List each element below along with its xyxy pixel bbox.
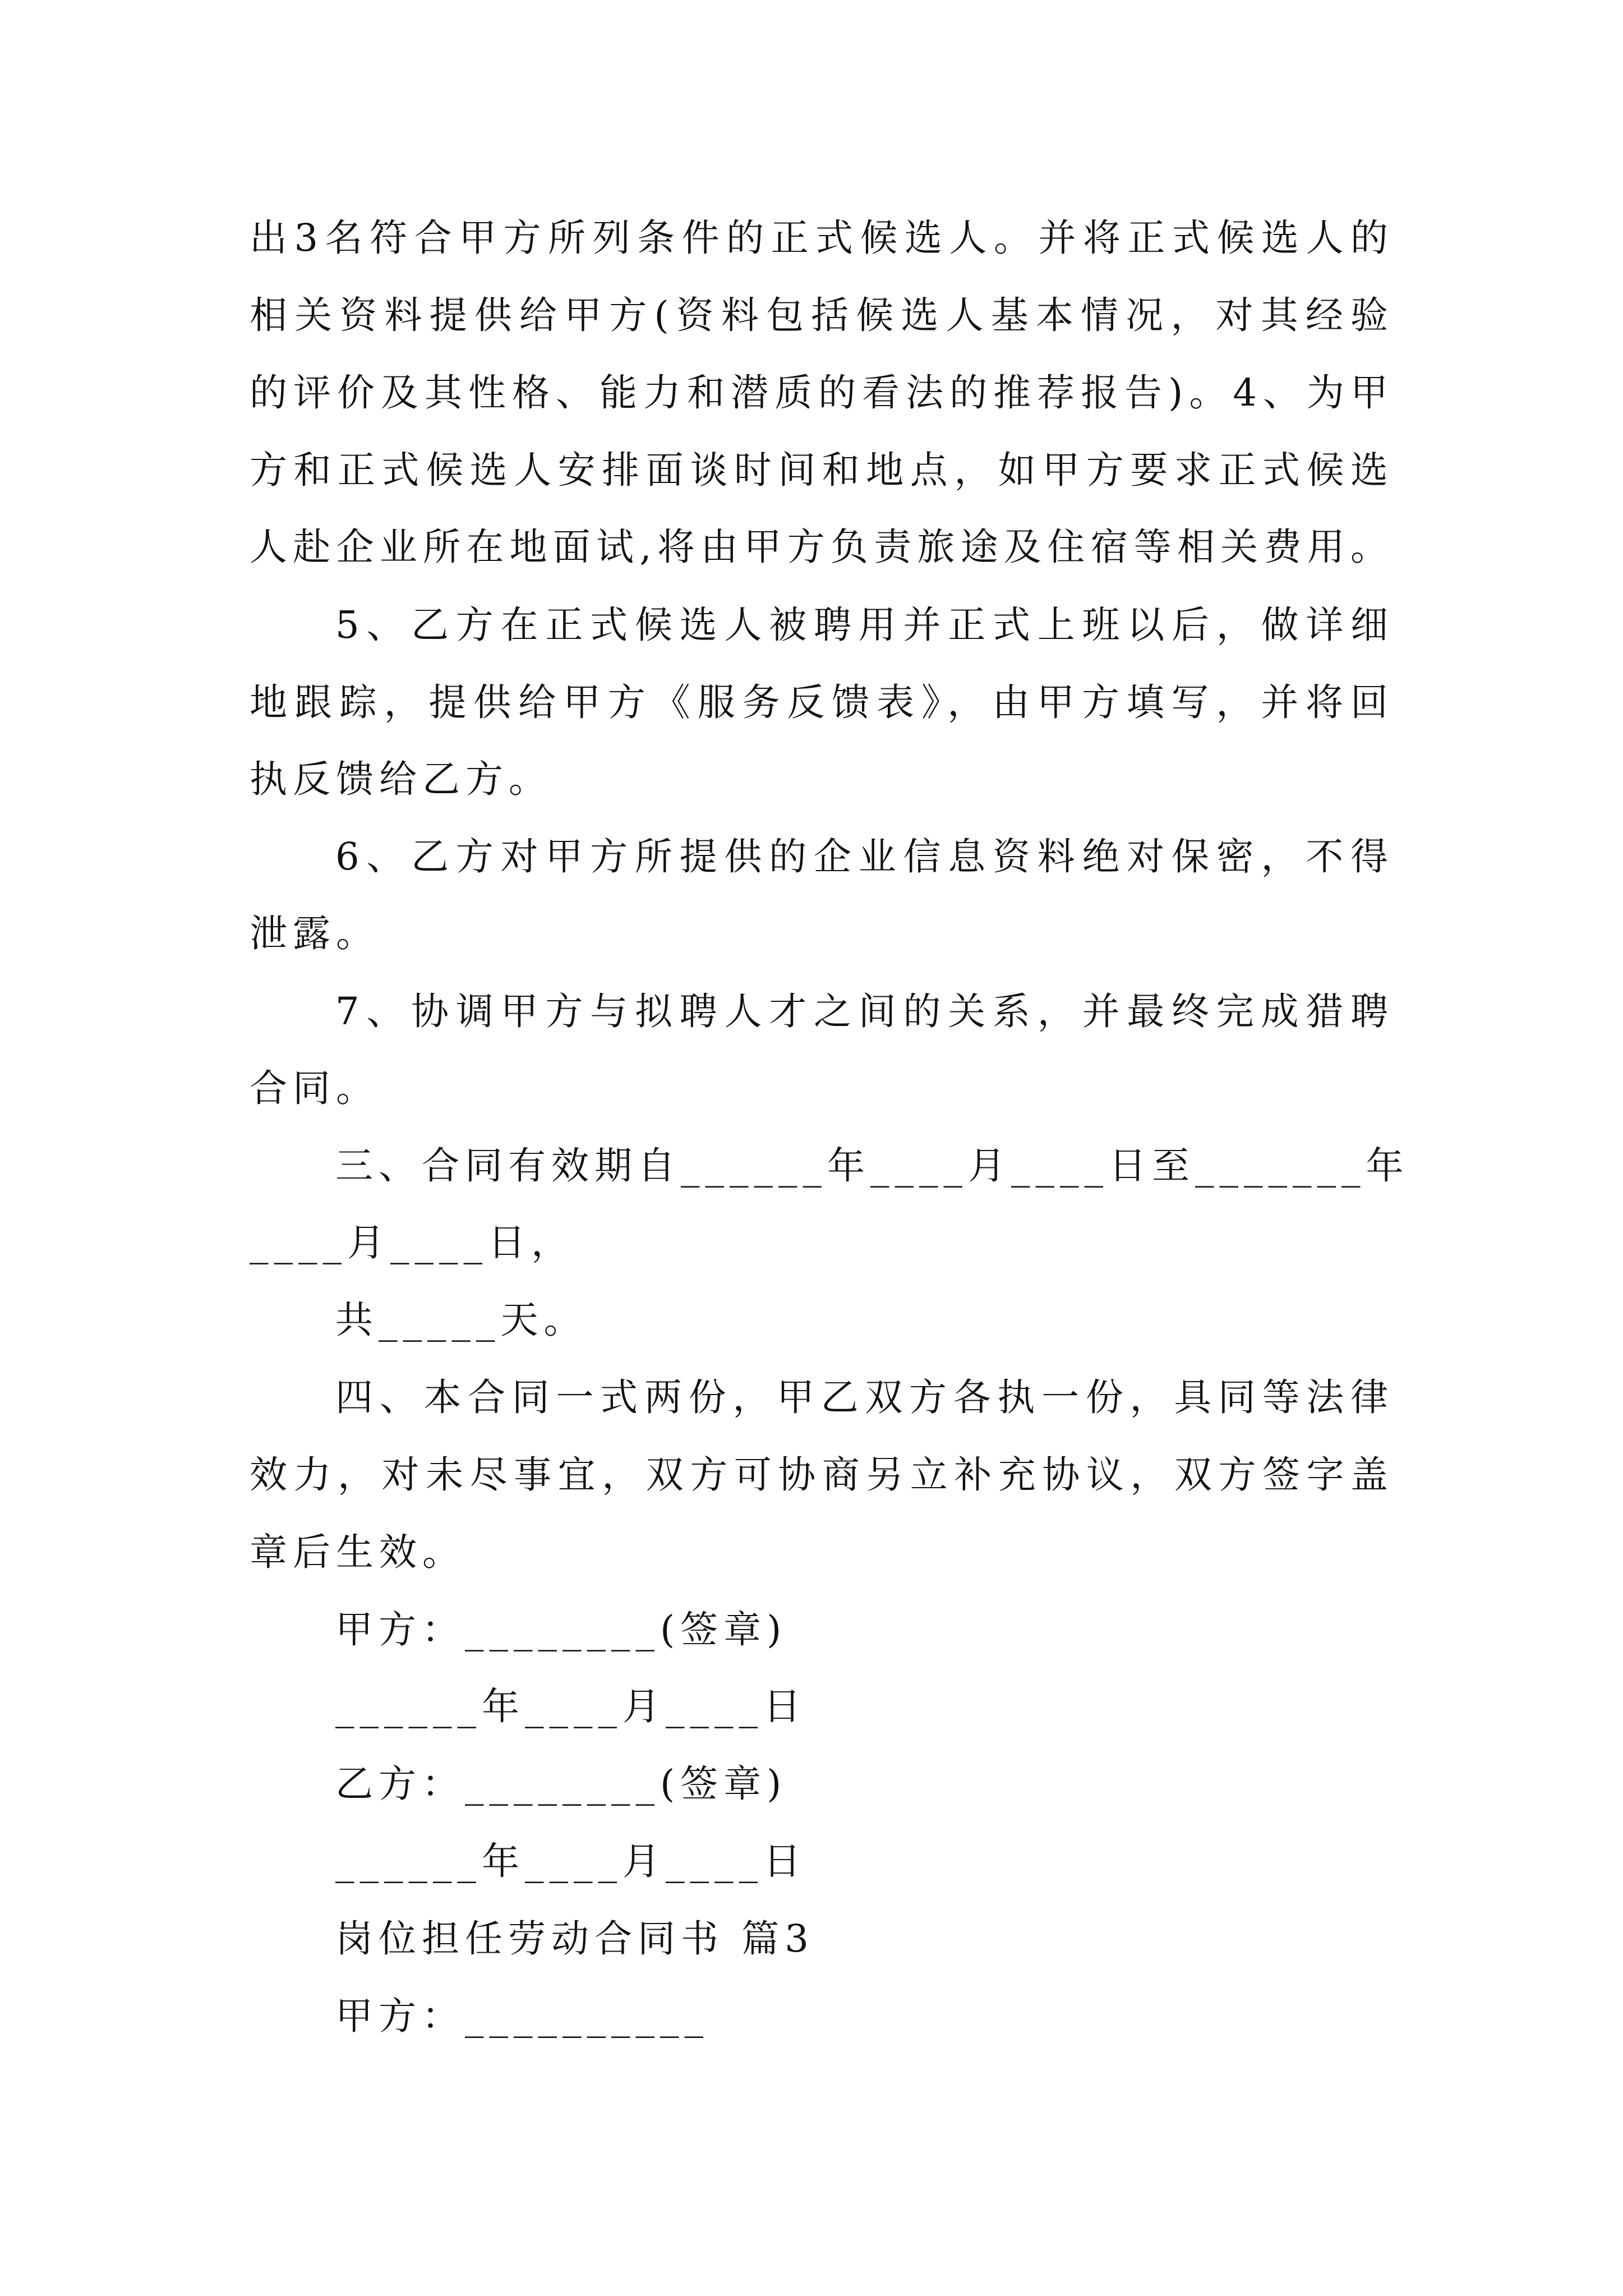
party-a-field: 甲方：__________ xyxy=(335,1994,709,2038)
text-line: 执反馈给乙方。 xyxy=(250,757,552,801)
paragraph-first-line: 5、乙方在正式候选人被聘用并正式上班以后，做详细 xyxy=(335,603,1394,647)
paragraph-first-line: 7、协调甲方与拟聘人才之间的关系，并最终完成猎聘 xyxy=(335,990,1394,1033)
contract-period-line: 三、合同有效期自______年____月____日至_______年 xyxy=(335,1144,1409,1188)
paragraph-first-line: 6、乙方对甲方所提供的企业信息资料绝对保密，不得 xyxy=(335,835,1394,878)
text-line: 的评价及其性格、能力和潜质的看法的推荐报告)。4、为甲 xyxy=(250,371,1394,415)
party-a-date: ______年____月____日 xyxy=(335,1685,806,1728)
text-line: 章后生效。 xyxy=(250,1530,465,1574)
text-line: 相关资料提供给甲方(资料包括候选人基本情况，对其经验 xyxy=(250,293,1394,337)
party-a-signature: 甲方：________(签章) xyxy=(335,1608,787,1651)
contract-period-date: ____月____日， xyxy=(250,1221,574,1264)
text-line: 人赴企业所在地面试,将由甲方负责旅途及住宿等相关费用。 xyxy=(250,525,1394,569)
text-line: 合同。 xyxy=(250,1066,379,1110)
text-line: 地跟踪，提供给甲方《服务反馈表》，由甲方填写，并将回 xyxy=(250,680,1394,724)
text-line: 效力，对未尽事宜，双方可协商另立补充协议，双方签字盖 xyxy=(250,1453,1394,1497)
text-line: 方和正式候选人安排面谈时间和地点，如甲方要求正式候选 xyxy=(250,448,1394,492)
section-title: 岗位担任劳动合同书 篇3 xyxy=(335,1917,814,1961)
paragraph-first-line: 四、本合同一式两份，甲乙双方各执一份，具同等法律 xyxy=(335,1375,1394,1419)
party-b-date: ______年____月____日 xyxy=(335,1839,806,1883)
party-b-signature: 乙方：________(签章) xyxy=(335,1762,787,1806)
text-line: 出3名符合甲方所列条件的正式候选人。并将正式候选人的 xyxy=(250,216,1394,260)
contract-days: 共_____天。 xyxy=(335,1298,587,1342)
text-line: 泄露。 xyxy=(250,912,379,955)
